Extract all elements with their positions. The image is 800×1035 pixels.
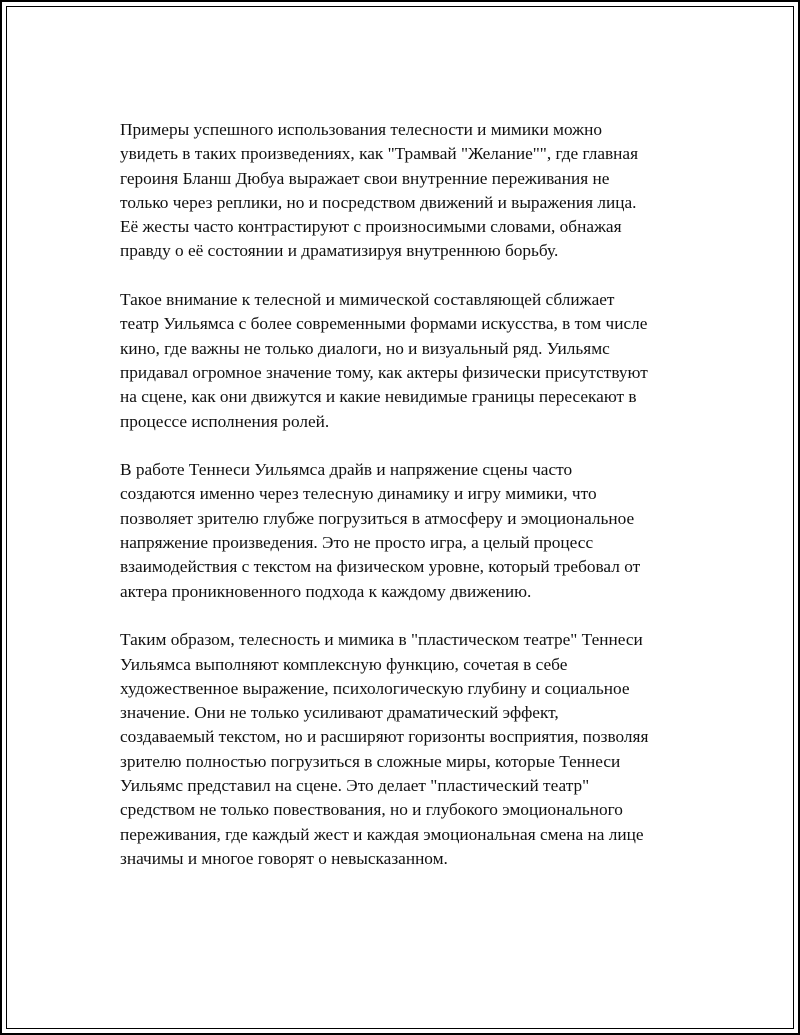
text-line: на сцене, как они движутся и какие невидимые границы пересекают в: [120, 387, 637, 407]
text-line: придавал огромное значение тому, как актеры физически присутствуют: [120, 362, 648, 382]
text-line: кино, где важны не только диалоги, но и визуальный ряд. Уильямс: [120, 338, 610, 358]
text-line: зрителю полностью погрузиться в сложные миры, которые Теннеси: [120, 751, 621, 771]
text-line: средством не только повествования, но и глубокого эмоционального: [120, 800, 623, 820]
text-line: увидеть в таких произведениях, как "Трамвай "Желание"", где главная: [120, 144, 639, 164]
text-line: создаются именно через телесную динамику и игру мимики, что: [120, 484, 597, 504]
document-body: [120, 118, 690, 896]
text-line: значимы и многое говорят о невысказанном.: [120, 848, 448, 868]
paragraph: [120, 288, 690, 434]
text-line: Таким образом, телесность и мимика в "пластическом театре" Теннеси: [120, 630, 643, 650]
text-line: актера проникновенного подхода к каждому движению.: [120, 581, 532, 601]
text-line: процессе исполнения ролей.: [120, 411, 330, 431]
text-line: Её жесты часто контрастируют с произносимыми словами, обнажая: [120, 217, 622, 237]
text-line: театр Уильямса с более современными формами искусства, в том числе: [120, 314, 648, 334]
text-line: художественное выражение, психологическую глубину и социальное: [120, 678, 630, 698]
text-line: позволяет зрителю глубже погрузиться в атмосферу и эмоциональное: [120, 508, 635, 528]
text-line: напряжение произведения. Это не просто игра, а целый процесс: [120, 533, 594, 553]
text-line: взаимодействия с текстом на физическом уровне, который требовал от: [120, 557, 641, 577]
text-line: В работе Теннеси Уильямса драйв и напряжение сцены часто: [120, 460, 573, 480]
text-line: значение. Они не только усиливают драматический эффект,: [120, 703, 559, 723]
paragraph: [120, 628, 690, 871]
text-line: Уильямса выполняют комплексную функцию, сочетая в себе: [120, 654, 568, 674]
paragraph: [120, 118, 690, 264]
text-line: создаваемый текстом, но и расширяют горизонты восприятия, позволяя: [120, 727, 649, 747]
text-line: Примеры успешного использования телесности и мимики можно: [120, 120, 603, 139]
text-line: Уильямс представил на сцене. Это делает "пластический театр": [120, 776, 590, 796]
text-line: героиня Бланш Дюбуа выражает свои внутренние переживания не: [120, 168, 610, 188]
text-line: правду о её состоянии и драматизируя внутреннюю борьбу.: [120, 241, 559, 261]
text-line: только через реплики, но и посредством движений и выражения лица.: [120, 192, 637, 212]
text-line: переживания, где каждый жест и каждая эмоциональная смена на лице: [120, 824, 644, 844]
paragraph: [120, 458, 690, 604]
text-line: Такое внимание к телесной и мимической составляющей сближает: [120, 290, 615, 310]
